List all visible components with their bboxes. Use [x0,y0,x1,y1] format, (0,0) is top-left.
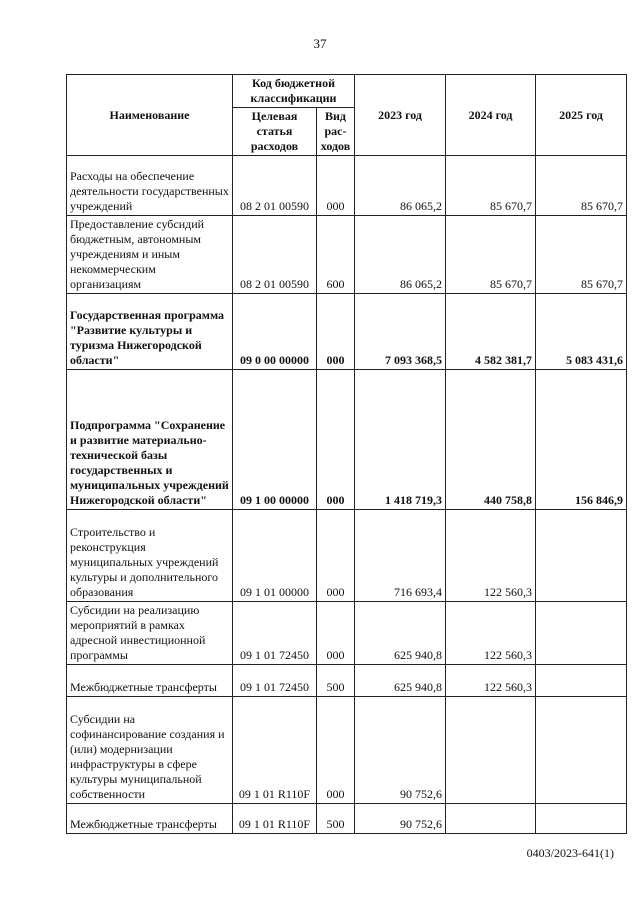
header-2024: 2024 год [446,75,536,156]
table-row [67,294,627,370]
row-name: Строительство и реконструкция муниципальных учреждений культуры и дополнительного образования [67,510,233,602]
row-2024: 85 670,7 [446,216,536,294]
document-code: 0403/2023-641(1) [526,846,614,860]
row-2023: 90 752,6 [355,804,446,834]
row-kind-code: 000 [317,510,355,602]
row-target-code: 09 1 00 00000 [233,370,317,510]
row-kind-code: 500 [317,665,355,697]
row-2024: 4 582 381,7 [446,294,536,370]
row-2025 [536,665,627,697]
row-name: Субсидии на софинансирование создания и (или) модернизации инфраструктуры в сфере культуры муниципальной собственности [67,697,233,804]
row-2024 [446,697,536,804]
row-kind-code: 000 [317,370,355,510]
row-target-code: 09 1 01 00000 [233,510,317,602]
header-target: Целевая статья расходов [233,108,317,156]
row-target-code: 08 2 01 00590 [233,216,317,294]
table-row [67,665,627,697]
row-kind-code: 000 [317,294,355,370]
row-kind-code: 000 [317,156,355,216]
row-kind-code: 000 [317,602,355,665]
row-name: Межбюджетные трансферты [67,665,233,697]
row-target-code: 09 0 00 00000 [233,294,317,370]
row-2023: 716 693,4 [355,510,446,602]
row-2023: 625 940,8 [355,665,446,697]
row-2023: 7 093 368,5 [355,294,446,370]
table-row [67,602,627,665]
header-kind: Вид рас-ходов [317,108,355,156]
budget-table [66,74,627,834]
table-row [67,370,627,510]
row-target-code: 09 1 01 R110F [233,697,317,804]
row-2023: 625 940,8 [355,602,446,665]
row-kind-code: 500 [317,804,355,834]
row-2023: 1 418 719,3 [355,370,446,510]
row-2025 [536,602,627,665]
table-row [67,216,627,294]
row-name: Расходы на обеспечение деятельности государственных учреждений [67,156,233,216]
row-target-code: 09 1 01 72450 [233,665,317,697]
row-2024: 85 670,7 [446,156,536,216]
row-2025: 85 670,7 [536,156,627,216]
table-row [67,510,627,602]
header-2023: 2023 год [355,75,446,156]
row-2024: 122 560,3 [446,602,536,665]
row-target-code: 09 1 01 72450 [233,602,317,665]
row-2025 [536,510,627,602]
row-name: Межбюджетные трансферты [67,804,233,834]
table-row [67,697,627,804]
row-2024: 440 758,8 [446,370,536,510]
row-target-code: 09 1 01 R110F [233,804,317,834]
row-kind-code: 000 [317,697,355,804]
row-2025: 5 083 431,6 [536,294,627,370]
header-2025: 2025 год [536,75,627,156]
row-2023: 86 065,2 [355,156,446,216]
page-number: 37 [313,36,327,51]
row-2024: 122 560,3 [446,510,536,602]
row-2024: 122 560,3 [446,665,536,697]
row-2025: 85 670,7 [536,216,627,294]
row-name: Государственная программа "Развитие культуры и туризма Нижегородской области" [67,294,233,370]
row-2023: 90 752,6 [355,697,446,804]
row-name: Предоставление субсидий бюджетным, автономным учреждениям и иным некоммерческим организациям [67,216,233,294]
row-2025: 156 846,9 [536,370,627,510]
row-2025 [536,804,627,834]
row-name: Субсидии на реализацию мероприятий в рамках адресной инвестиционной программы [67,602,233,665]
header-name: Наименование [67,75,233,156]
header-code-group: Код бюджетной классификации [233,75,355,108]
row-name: Подпрограмма "Сохранение и развитие материально-технической базы государственных и муниципальных учреждений Нижегородской области" [67,370,233,510]
row-2023: 86 065,2 [355,216,446,294]
row-kind-code: 600 [317,216,355,294]
table-row [67,156,627,216]
table-row [67,804,627,834]
row-target-code: 08 2 01 00590 [233,156,317,216]
row-2025 [536,697,627,804]
row-2024 [446,804,536,834]
